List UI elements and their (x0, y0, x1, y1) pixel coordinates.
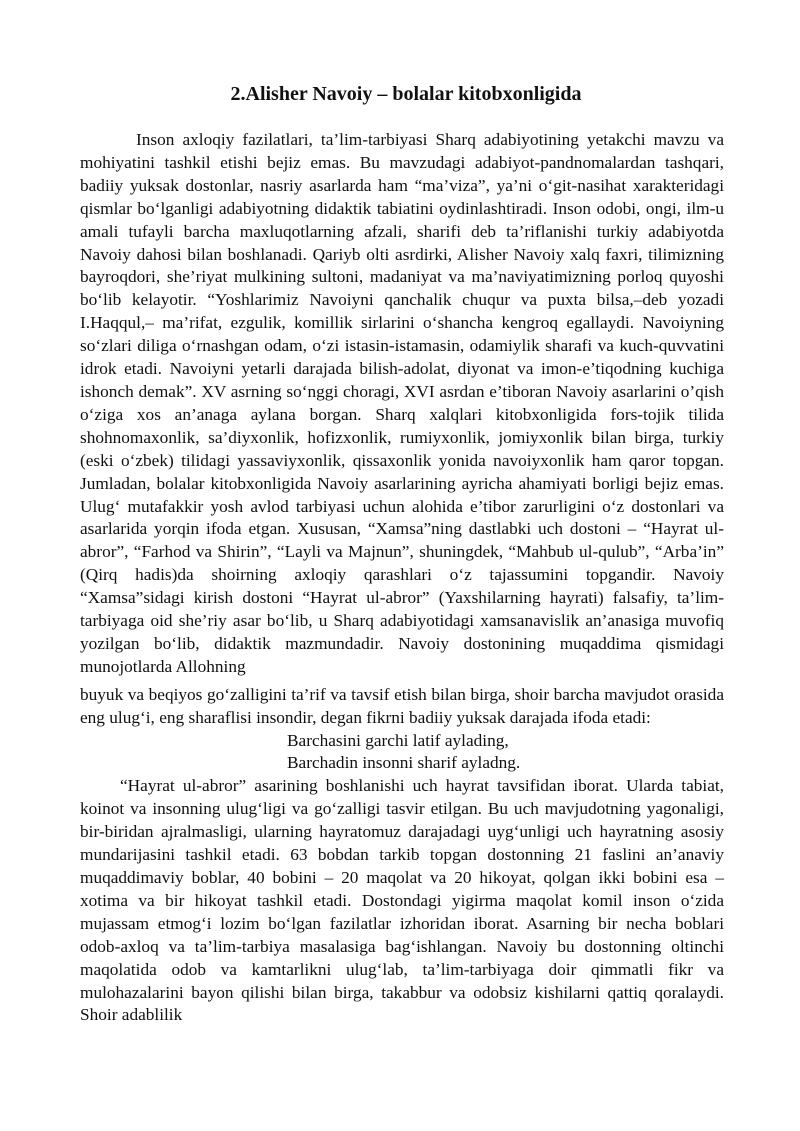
document-title: 2.Alisher Navoiy – bolalar kitobxonligida (230, 83, 582, 105)
body-paragraph-1: Inson axloqiy fazilatlari, ta’lim-tarbiyasi Sharq adabiyotining yetakchi mavzu va mohiyatini tashkil etishi bejiz emas. Bu mavzudagi adabiyot-pandnomalardan tashqari, badiiy yuksak dostonlar, nasriy asarlarda ham “ma’viza”, ya’ni o‘git-nasihat xarakteridagi qismlar bo‘lganligi adabiyotning didaktik tabiatini oydinlashtiradi. Inson odobi, ongi, ilm-u amali tufayli barcha maxluqotlarning afzali, sharifi deb ta’riflanishi turkiy adabiyotda Navoiy dahosi bilan boshlanadi. Qariyb olti asrdirki, Alisher Navoiy xalq faxri, tilimizning bayroqdori, she’riyat mulkining sultoni, madaniyat va ma’naviyatimizning porloq quyoshi bo‘lib kelayotir. “Yoshlarimiz Navoiyni qanchalik chuqur va puxta bilsa,–deb yozadi I.Haqqul,– ma’rifat, ezgulik, komillik sirlarini o‘shancha kengroq egallaydi. Navoiyning so‘zlari diliga o‘rnashgan odam, o‘zi istasin-istamasin, odamiylik sharafi va kuch-quvvatini idrok etadi. Navoiyni yetarli darajada bilish-adolat, diyonat va imon-e’tiqodning kuchiga ishonch demak”. XV asrning so‘nggi choragi, XVI asrdan e’tiboran Navoiy asarlarini o’qish o‘ziga xos an’anaga aylana borgan. Sharq xalqlari kitobxonligida fors-tojik tilida shohnomaxonlik, sa’diyxonlik, hofizxonlik, rumiyxonlik, jomiyxonlik bilan birga, turkiy (eski o‘zbek) tilidagi yassaviyxonlik, qissaxonlik yonida navoiyxonlik ham qaror topgan. Jumladan, bolalar kitobxonligida Navoiy asarlarining ayricha ahamiyati borligi bejiz emas. Ulug‘ mutafakkir yosh avlod tarbiyasi uchun alohida e’tibor zarurligini o‘z dostonlari va asarlarida yorqin ifoda etgan. Xususan, “Xamsa”ning dastlabki uch dostoni – “Hayrat ul-abror”, “Farhod va Shirin”, “Layli va Majnun”, shuningdek, “Mahbub ul-qulub”, “Arba’in” (Qirq hadis)da shoirning axloqiy qarashlari o‘z tajassumini topgandir. Navoiy “Xamsa”sidagi kirish dostoni “Hayrat ul-abror” (Yaxshilarning hayrati) falsafiy, ta’lim-tarbiyaga oid she’riy asar bo‘lib, u Sharq adabiyotidagi xamsanavislik an’anasiga muvofiq yozilgan bo‘lib, didaktik mazmundadir. Navoiy dostonining muqaddima qismidagi munojotlarda Allohning (80, 130, 724, 676)
verse-line-1: Barchasini garchi latif aylading, (287, 730, 509, 750)
document-page (80, 80, 724, 1027)
body-paragraph-2: buyuk va beqiyos go‘zalligini ta’rif va tavsif etish bilan birga, shoir barcha mavjudot orasida eng ulug‘i, eng sharaflisi insondir, degan fikrni badiiy yuksak darajada ifoda etadi: (80, 684, 724, 727)
verse-line-2: Barchadin insonni sharif ayladng. (287, 753, 521, 773)
body-paragraph-3: “Hayrat ul-abror” asarining boshlanishi uch hayrat tavsifidan iborat. Ularda tabiat, koinot va insonning ulug‘ligi va go‘zalligi tasvir etilgan. Bu uch mavjudotning yagonaligi, bir-biridan ajralmasligi, ularning hayratomuz darajadagi uyg‘unligi uch hayratning asosiy mundarijasini tashkil etadi. 63 bobdan tarkib topgan dostonning 21 faslini an’anaviy muqaddimaviy boblar, 40 bobini – 20 maqolat va 20 hikoyat, qolgan ikki bobini esa – xotima va bir hikoyat tashkil etadi. Dostondagi yigirma maqolat komil inson o‘zida mujassam etmog‘i lozim bo‘lgan fazilatlar izhoridan iborat. Asarning bir necha boblari odob-axloq va ta’lim-tarbiya masalasiga bag‘ishlangan. Navoiy bu dostonning oltinchi maqolatida odob va kamtarlikni ulug‘lab, ta’lim-tarbiyaga doir qimmatli fikr va mulohazalarini bayon qilishi bilan birga, takabbur va odobsiz kishilarni qattiq qoralaydi. Shoir adablilik (80, 776, 724, 1025)
